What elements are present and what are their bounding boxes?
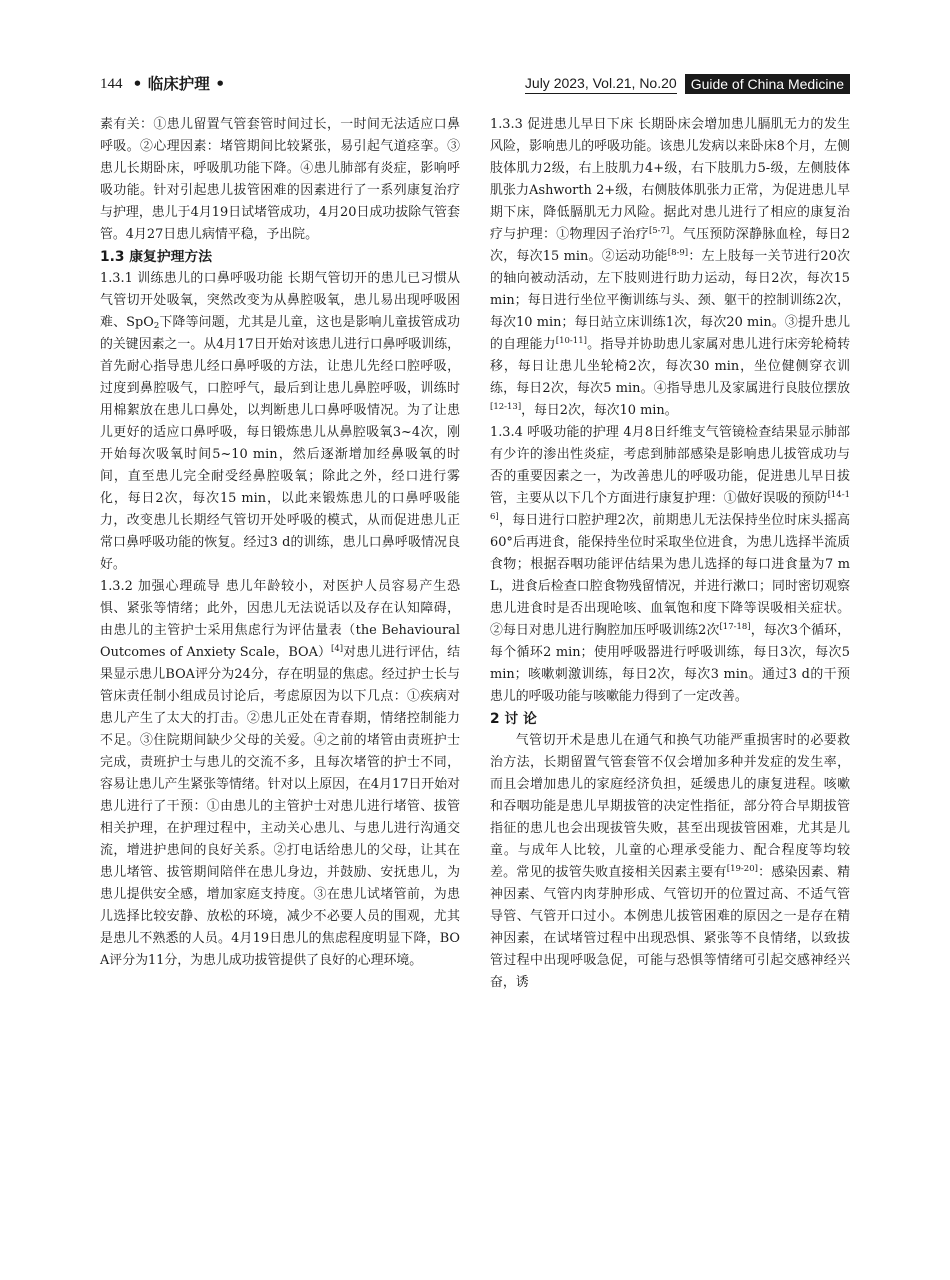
citation-14-16: [14-16] (490, 490, 850, 522)
subscript-2: 2 (153, 321, 160, 331)
text-1-3-4-b: ，每日进行口腔护理2次，前期患儿无法保持坐位时床头摇高60°后再进食，能保持坐位时采取坐位进食，为患儿选择半流质食物；根据吞咽功能评估结果为患儿选择的每口进食量为7 mL，进食后检查口腔食物残留情况，并进行漱口；同时密切观察患儿进食时是否出现呛咳、血氧饱和度下降等误吸相关症状。②每日对患儿进行胸腔加压呼吸训练2次 (490, 513, 850, 638)
citation-5-7: [5-7] (648, 226, 670, 236)
issue-info: July 2023, Vol.21, No.20 (525, 74, 677, 94)
text-1-3-1-b: 下降等问题，尤其是儿童，这也是影响儿童拔管成功的关键因素之一。从4月17日开始对该患儿进行口鼻呼吸训练，首先耐心指导患儿经口鼻呼吸的方法，让患儿先经口腔呼吸，过度到鼻腔吸气，口腔呼气，最后到让患儿鼻腔呼吸，训练时用棉絮放在患儿口鼻处，以判断患儿口鼻呼吸情况。为了让患儿更好的适应口鼻呼吸，每日锻炼患儿从鼻腔吸氧3~4次，刚开始每次吸氧时间5~10 min，然后逐渐增加经鼻吸氧的时间，直至患儿完全耐受经鼻腔吸氧；除此之外，经口进行雾化，每日2次，每次15 min，以此来锻炼患儿的口鼻呼吸能力，改变患儿长期经气管切开处呼吸的模式，从而促进患儿正常口鼻呼吸功能的恢复。经过3 d的训练，患儿口鼻呼吸情况良好。 (100, 315, 461, 572)
section-name: • 临床护理 • (132, 75, 226, 93)
page-number: 144 (100, 76, 123, 92)
text-1-3-2-a: 1.3.2 加强心理疏导 患儿年龄较小，对医护人员容易产生恐惧、紧张等情绪；此外，因患儿无法说话以及存在认知障碍，由患儿的主管护士采用焦虑行为评估量表（the Behavioural Outcomes of Anxiety Scale，BOA） (100, 579, 460, 660)
page-header (100, 72, 850, 96)
text-1-3-4-c: ，每次3个循环，每个循环2 min；使用呼吸器进行呼吸训练，每日3次，每次5 min；咳嗽刺激训练，每日2次，每次3 min。通过3 d的干预患儿的呼吸功能与咳嗽能力得到了一定改善。 (490, 623, 851, 704)
text-1-3-3-c: ：左上肢每一关节进行20次的轴向被动活动，左下肢则进行助力运动，每日2次，每次15 min；每日进行坐位平衡训练与头、颈、躯干的控制训练2次，每次10 min；每日站立床训练1次，每次20 min。③提升患儿的自理能力 (490, 249, 850, 352)
header-right (525, 72, 850, 96)
citation-8-9: [8-9] (667, 248, 689, 258)
citation-17-18: [17-18] (719, 622, 751, 632)
heading-1-3: 1.3 康复护理方法 (100, 249, 213, 265)
text-1-3-2-b: 对患儿进行评估，结果显示患儿BOA评分为24分，存在明显的焦虑。经过护士长与管床责任制小组成员讨论后，考虑原因为以下几点：①疾病对患儿产生了太大的打击。②患儿正处在青春期，情绪控制能力不足。③住院期间缺少父母的关爱。④之前的堵管由责班护士完成，责班护士与患儿的交流不多，且每次堵管的护士不同，容易让患儿产生紧张等情绪。针对以上原因，在4月17日开始对患儿进行了干预：①由患儿的主管护士对患儿进行堵管、拔管相关护理，在护理过程中，主动关心患儿、与患儿进行沟通交流，增进护患间的良好关系。②打电话给患儿的父母，让其在患儿堵管、拔管期间陪伴在患儿身边，并鼓励、安抚患儿，为患儿提供安全感，增加家庭支持度。③在患儿试堵管前，为患儿选择比较安静、放松的环境，减少不必要人员的围观，尤其是患儿不熟悉的人员。4月19日患儿的焦虑程度明显下降，BOA评分为11分，为患儿成功拔管提供了良好的心理环境。 (100, 645, 461, 968)
text-1-3-3-d: 。指导并协助患儿家属对患儿进行床旁轮椅转移，每日让患儿坐轮椅2次，每次30 min，坐位健侧穿衣训练，每日2次，每次5 min。④指导患儿及家属进行良肢位摆放 (490, 337, 851, 396)
paragraph-1-3-4 (490, 422, 850, 708)
heading-discussion: 2 讨 论 (490, 711, 537, 727)
text-1-3-3-e: ，每日2次，每次10 min。 (521, 403, 678, 418)
right-column (490, 114, 850, 994)
text-1-3-3-b: 。气压预防深静脉血栓，每日2次，每次15 min。②运动功能 (490, 227, 851, 264)
citation-4: [4] (331, 644, 344, 654)
citation-19-20: [19-20] (726, 864, 758, 874)
text-discussion-a: 气管切开术是患儿在通气和换气功能严重损害时的必要救治方法，长期留置气管套管不仅会增加多种并发症的发生率，而且会增加患儿的家庭经济负担，延缓患儿的康复进程。咳嗽和吞咽功能是患儿早期拔管的决定性指征，部分符合早期拔管指征的患儿也会出现拔管失败，甚至出现拔管困难，尤其是儿童。与成年人比较，儿童的心理承受能力、配合程度等均较差。常见的拔管失败直接相关因素主要有 (490, 733, 850, 880)
paragraph-causes: 素有关：①患儿留置气管套管时间过长，一时间无法适应口鼻呼吸。②心理因素：堵管期间比较紧张，易引起气道痉挛。③患儿长期卧床，呼吸肌功能下降。④患儿肺部有炎症，影响呼吸功能。针对引起患儿拔管困难的因素进行了一系列康复治疗与护理，患儿于4月19日试堵管成功，4月20日成功拔除气管套管。4月27日患儿病情平稳，予出院。 (100, 117, 460, 242)
text-discussion-b: ：感染因素、精神因素、气管内肉芽肿形成、气管切开的位置过高、不适气管导管、气管开口过小。本例患儿拔管困难的原因之一是存在精神因素，在试堵管过程中出现恐惧、紧张等不良情绪，以致拔管过程中出现呼吸急促，可能与恐惧等情绪可引起交感神经兴奋，诱 (490, 865, 851, 990)
citation-10-11: [10-11] (555, 336, 587, 346)
text-1-3-3-a: 1.3.3 促进患儿早日下床 长期卧床会增加患儿膈肌无力的发生风险，影响患儿的呼吸功能。该患儿发病以来卧床8个月，左侧肢体肌力2级，右上肢肌力4+级，右下肢肌力5-级，左侧肢体肌张力Ashworth 2+级，右侧肢体肌张力正常，为促进患儿早期下床，降低膈肌无力风险。据此对患儿进行了相应的康复治疗与护理：①物理因子治疗 (490, 117, 850, 242)
paragraph-1-3-3 (490, 114, 850, 422)
citation-12-13: [12-13] (490, 402, 522, 412)
paragraph-1-3-2 (100, 576, 460, 972)
journal-name: Guide of China Medicine (685, 74, 850, 94)
left-column (100, 114, 460, 972)
paragraph-1-3-1 (100, 268, 460, 576)
text-1-3-4-a: 1.3.4 呼吸功能的护理 4月8日纤维支气管镜检查结果显示肺部有少许的渗出性炎症，考虑到肺部感染是影响患儿拔管成功与否的重要因素之一，为改善患儿的呼吸功能，促进患儿早日拔管，主要从以下几个方面进行康复护理：①做好误吸的预防 (490, 425, 850, 506)
paragraph-discussion (490, 730, 850, 994)
header-left (100, 72, 225, 96)
text-1-3-1-a: 1.3.1 训练患儿的口鼻呼吸功能 长期气管切开的患儿已习惯从气管切开处吸氧，突然改变为从鼻腔吸氧，患儿易出现呼吸困难、SpO (100, 271, 460, 330)
